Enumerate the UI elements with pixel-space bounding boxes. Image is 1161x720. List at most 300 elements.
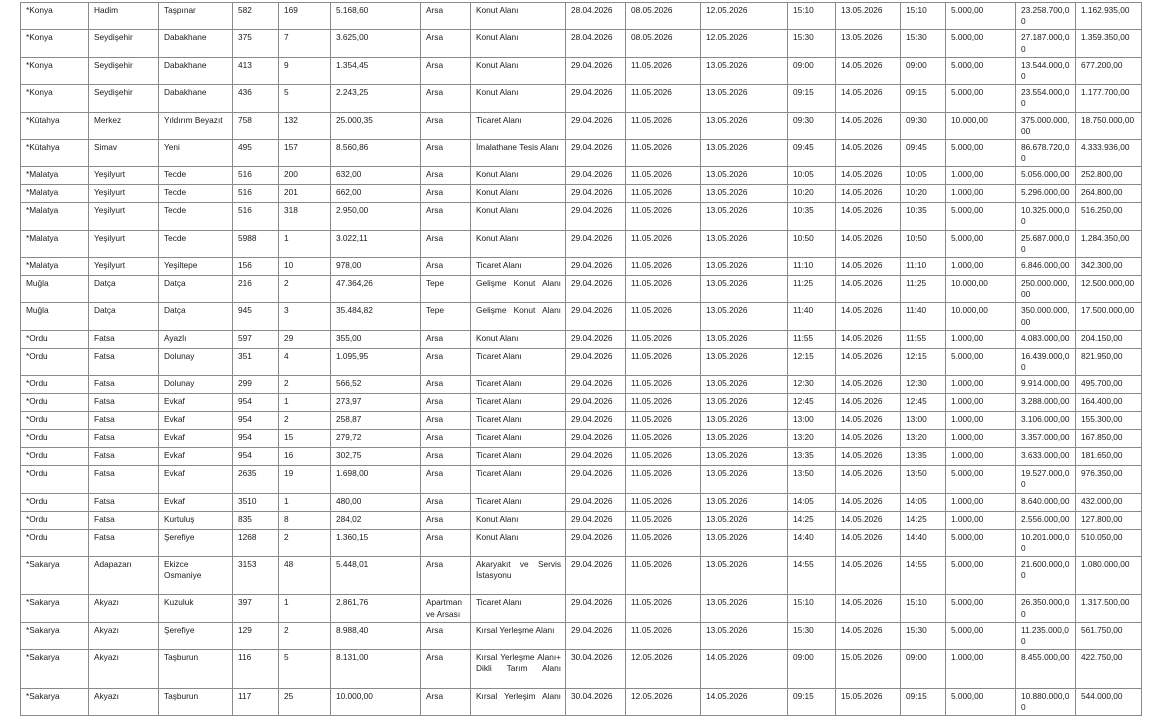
cell-tarih1: 29.04.2026 (566, 348, 626, 375)
cell-gecici: 1.177.700,00 (1076, 85, 1142, 112)
cell-saat2: 10:35 (901, 203, 946, 230)
cell-mahalle: Tecde (159, 203, 233, 230)
cell-saat1: 14:55 (788, 556, 836, 595)
cell-saat2: 12:15 (901, 348, 946, 375)
cell-parsel: 5 (279, 85, 331, 112)
cell-gecici: 1.284.350,00 (1076, 230, 1142, 257)
cell-mahalle: Taşburun (159, 650, 233, 689)
cell-tarih1: 29.04.2026 (566, 258, 626, 276)
cell-saat1: 15:30 (788, 30, 836, 57)
cell-saat2: 14:40 (901, 529, 946, 556)
cell-teminat: 1.000,00 (946, 167, 1016, 185)
table-row (21, 167, 1142, 185)
cell-tarih3: 13.05.2026 (701, 167, 788, 185)
cell-saat2: 10:50 (901, 230, 946, 257)
cell-saat1: 09:45 (788, 139, 836, 166)
cell-tarih2: 08.05.2026 (626, 30, 701, 57)
cell-il: Muğla (21, 276, 89, 303)
cell-muhammen: 3.288.000,00 (1016, 394, 1076, 412)
cell-tarih3: 13.05.2026 (701, 511, 788, 529)
cell-nitelik: Arsa (421, 466, 471, 493)
cell-ilce: Fatsa (89, 394, 159, 412)
cell-muhammen: 5.056.000,00 (1016, 167, 1076, 185)
cell-tarih1: 29.04.2026 (566, 430, 626, 448)
cell-tarih2: 11.05.2026 (626, 185, 701, 203)
table-row (21, 376, 1142, 394)
cell-ilce: Akyazı (89, 650, 159, 689)
cell-saat2: 10:20 (901, 185, 946, 203)
cell-tarih4: 14.05.2026 (836, 258, 901, 276)
cell-ilce: Hadim (89, 3, 159, 30)
cell-tarih1: 29.04.2026 (566, 276, 626, 303)
cell-saat1: 14:05 (788, 493, 836, 511)
cell-tarih3: 13.05.2026 (701, 203, 788, 230)
cell-gecici: 17.500.000,00 (1076, 303, 1142, 330)
cell-ada: 954 (233, 412, 279, 430)
cell-il: *Sakarya (21, 595, 89, 622)
cell-saat1: 09:15 (788, 688, 836, 715)
cell-il: *Malatya (21, 230, 89, 257)
cell-saat1: 12:45 (788, 394, 836, 412)
cell-mahalle: Yeni (159, 139, 233, 166)
cell-yuzolcumu: 25.000,35 (331, 112, 421, 139)
cell-imar: Konut Alanı (471, 203, 566, 230)
cell-imar: Ticaret Alanı (471, 412, 566, 430)
cell-ilce: Fatsa (89, 430, 159, 448)
cell-tarih1: 29.04.2026 (566, 203, 626, 230)
cell-ilce: Seydişehir (89, 30, 159, 57)
cell-il: *Ordu (21, 529, 89, 556)
cell-ada: 945 (233, 303, 279, 330)
cell-teminat: 1.000,00 (946, 650, 1016, 689)
cell-teminat: 10.000,00 (946, 112, 1016, 139)
cell-yuzolcumu: 5.448,01 (331, 556, 421, 595)
cell-tarih4: 14.05.2026 (836, 330, 901, 348)
cell-saat1: 10:35 (788, 203, 836, 230)
cell-il: *Malatya (21, 185, 89, 203)
cell-ada: 835 (233, 511, 279, 529)
cell-parsel: 19 (279, 466, 331, 493)
cell-ilce: Akyazı (89, 622, 159, 649)
cell-tarih4: 14.05.2026 (836, 85, 901, 112)
cell-mahalle: Dabakhane (159, 30, 233, 57)
cell-nitelik: Arsa (421, 57, 471, 84)
cell-saat1: 10:20 (788, 185, 836, 203)
cell-muhammen: 6.846.000,00 (1016, 258, 1076, 276)
cell-muhammen: 21.600.000,00 (1016, 556, 1076, 595)
cell-parsel: 5 (279, 650, 331, 689)
cell-teminat: 5.000,00 (946, 622, 1016, 649)
cell-yuzolcumu: 566,52 (331, 376, 421, 394)
cell-tarih1: 29.04.2026 (566, 167, 626, 185)
cell-nitelik: Arsa (421, 185, 471, 203)
cell-imar: Ticaret Alanı (471, 348, 566, 375)
cell-ilce: Datça (89, 276, 159, 303)
table-body (21, 3, 1142, 716)
cell-teminat: 1.000,00 (946, 448, 1016, 466)
cell-tarih3: 13.05.2026 (701, 529, 788, 556)
cell-teminat: 1.000,00 (946, 493, 1016, 511)
cell-saat1: 15:10 (788, 595, 836, 622)
cell-mahalle: Evkaf (159, 493, 233, 511)
cell-imar: Akaryakıt ve Servis İstasyonu (471, 556, 566, 595)
cell-parsel: 1 (279, 230, 331, 257)
cell-tarih2: 11.05.2026 (626, 529, 701, 556)
cell-mahalle: Şerefiye (159, 622, 233, 649)
cell-ilce: Fatsa (89, 348, 159, 375)
cell-mahalle: Evkaf (159, 466, 233, 493)
cell-il: *Sakarya (21, 650, 89, 689)
cell-tarih1: 29.04.2026 (566, 303, 626, 330)
cell-il: *Ordu (21, 394, 89, 412)
cell-ada: 129 (233, 622, 279, 649)
cell-saat2: 13:00 (901, 412, 946, 430)
table-row (21, 650, 1142, 689)
table-row (21, 276, 1142, 303)
cell-imar: Konut Alanı (471, 185, 566, 203)
cell-ada: 954 (233, 430, 279, 448)
cell-parsel: 2 (279, 376, 331, 394)
cell-yuzolcumu: 978,00 (331, 258, 421, 276)
cell-tarih1: 28.04.2026 (566, 30, 626, 57)
cell-saat1: 11:10 (788, 258, 836, 276)
cell-parsel: 8 (279, 511, 331, 529)
cell-muhammen: 4.083.000,00 (1016, 330, 1076, 348)
cell-tarih1: 29.04.2026 (566, 556, 626, 595)
cell-tarih2: 11.05.2026 (626, 466, 701, 493)
cell-gecici: 164.400,00 (1076, 394, 1142, 412)
cell-ada: 413 (233, 57, 279, 84)
cell-saat2: 09:00 (901, 57, 946, 84)
cell-saat1: 11:25 (788, 276, 836, 303)
cell-tarih2: 11.05.2026 (626, 412, 701, 430)
cell-ilce: Yeşilyurt (89, 203, 159, 230)
cell-yuzolcumu: 1.095,95 (331, 348, 421, 375)
cell-tarih1: 29.04.2026 (566, 622, 626, 649)
cell-saat1: 10:05 (788, 167, 836, 185)
cell-mahalle: Ayazlı (159, 330, 233, 348)
cell-imar: Ticaret Alanı (471, 258, 566, 276)
cell-yuzolcumu: 2.950,00 (331, 203, 421, 230)
cell-imar: Konut Alanı (471, 167, 566, 185)
cell-ilce: Akyazı (89, 595, 159, 622)
cell-ilce: Simav (89, 139, 159, 166)
cell-yuzolcumu: 5.168,60 (331, 3, 421, 30)
cell-nitelik: Arsa (421, 112, 471, 139)
cell-teminat: 1.000,00 (946, 330, 1016, 348)
cell-saat2: 13:50 (901, 466, 946, 493)
cell-imar: Ticaret Alanı (471, 466, 566, 493)
cell-imar: Ticaret Alanı (471, 595, 566, 622)
cell-saat1: 13:35 (788, 448, 836, 466)
cell-ada: 3153 (233, 556, 279, 595)
cell-teminat: 10.000,00 (946, 276, 1016, 303)
cell-ada: 351 (233, 348, 279, 375)
cell-nitelik: Arsa (421, 348, 471, 375)
cell-ilce: Merkez (89, 112, 159, 139)
cell-saat2: 09:15 (901, 688, 946, 715)
cell-imar: Konut Alanı (471, 30, 566, 57)
cell-tarih1: 29.04.2026 (566, 466, 626, 493)
cell-tarih3: 12.05.2026 (701, 3, 788, 30)
cell-tarih2: 11.05.2026 (626, 85, 701, 112)
cell-il: *Kütahya (21, 112, 89, 139)
cell-mahalle: Yıldırım Beyazıt (159, 112, 233, 139)
cell-muhammen: 23.554.000,00 (1016, 85, 1076, 112)
cell-mahalle: Dolunay (159, 348, 233, 375)
cell-mahalle: Dabakhane (159, 85, 233, 112)
cell-il: *Konya (21, 30, 89, 57)
cell-tarih4: 14.05.2026 (836, 348, 901, 375)
cell-saat2: 11:55 (901, 330, 946, 348)
cell-teminat: 5.000,00 (946, 688, 1016, 715)
cell-tarih4: 14.05.2026 (836, 595, 901, 622)
cell-tarih4: 15.05.2026 (836, 688, 901, 715)
cell-tarih1: 29.04.2026 (566, 57, 626, 84)
table-row (21, 511, 1142, 529)
cell-yuzolcumu: 355,00 (331, 330, 421, 348)
cell-gecici: 12.500.000,00 (1076, 276, 1142, 303)
cell-gecici: 677.200,00 (1076, 57, 1142, 84)
table-row (21, 394, 1142, 412)
cell-tarih2: 11.05.2026 (626, 57, 701, 84)
cell-saat1: 14:40 (788, 529, 836, 556)
cell-nitelik: Arsa (421, 448, 471, 466)
cell-ada: 516 (233, 185, 279, 203)
cell-parsel: 157 (279, 139, 331, 166)
cell-nitelik: Arsa (421, 258, 471, 276)
cell-tarih2: 11.05.2026 (626, 493, 701, 511)
cell-tarih2: 11.05.2026 (626, 430, 701, 448)
cell-tarih1: 29.04.2026 (566, 185, 626, 203)
cell-nitelik: Arsa (421, 167, 471, 185)
cell-tarih4: 14.05.2026 (836, 511, 901, 529)
cell-tarih2: 11.05.2026 (626, 230, 701, 257)
cell-parsel: 2 (279, 412, 331, 430)
cell-imar: Konut Alanı (471, 57, 566, 84)
cell-gecici: 1.359.350,00 (1076, 30, 1142, 57)
cell-tarih2: 11.05.2026 (626, 376, 701, 394)
cell-nitelik: Tepe (421, 303, 471, 330)
table-row (21, 30, 1142, 57)
table-row (21, 556, 1142, 595)
cell-il: *Ordu (21, 412, 89, 430)
cell-ilce: Yeşilyurt (89, 258, 159, 276)
cell-ada: 216 (233, 276, 279, 303)
cell-ilce: Fatsa (89, 466, 159, 493)
cell-saat1: 09:00 (788, 57, 836, 84)
cell-muhammen: 13.544.000,00 (1016, 57, 1076, 84)
table-row (21, 330, 1142, 348)
cell-parsel: 2 (279, 276, 331, 303)
cell-mahalle: Datça (159, 303, 233, 330)
cell-teminat: 5.000,00 (946, 556, 1016, 595)
cell-tarih4: 14.05.2026 (836, 529, 901, 556)
cell-parsel: 169 (279, 3, 331, 30)
cell-imar: Kırsal Yerleşme Alanı (471, 622, 566, 649)
cell-saat1: 12:30 (788, 376, 836, 394)
table-row (21, 203, 1142, 230)
cell-gecici: 976.350,00 (1076, 466, 1142, 493)
cell-parsel: 7 (279, 30, 331, 57)
cell-tarih3: 13.05.2026 (701, 330, 788, 348)
cell-muhammen: 10.201.000,00 (1016, 529, 1076, 556)
cell-saat1: 09:15 (788, 85, 836, 112)
cell-tarih3: 13.05.2026 (701, 622, 788, 649)
table-row (21, 348, 1142, 375)
cell-tarih4: 14.05.2026 (836, 556, 901, 595)
cell-tarih3: 13.05.2026 (701, 185, 788, 203)
cell-tarih2: 11.05.2026 (626, 276, 701, 303)
cell-tarih3: 13.05.2026 (701, 139, 788, 166)
cell-ilce: Yeşilyurt (89, 230, 159, 257)
cell-saat2: 09:45 (901, 139, 946, 166)
cell-saat1: 09:30 (788, 112, 836, 139)
table-row (21, 258, 1142, 276)
cell-yuzolcumu: 8.988,40 (331, 622, 421, 649)
cell-parsel: 3 (279, 303, 331, 330)
cell-saat2: 09:15 (901, 85, 946, 112)
cell-tarih4: 14.05.2026 (836, 430, 901, 448)
cell-muhammen: 16.439.000,00 (1016, 348, 1076, 375)
cell-mahalle: Tecde (159, 185, 233, 203)
cell-yuzolcumu: 8.131,00 (331, 650, 421, 689)
cell-tarih4: 14.05.2026 (836, 139, 901, 166)
cell-il: *Malatya (21, 203, 89, 230)
cell-il: *Konya (21, 57, 89, 84)
cell-ada: 397 (233, 595, 279, 622)
cell-teminat: 1.000,00 (946, 430, 1016, 448)
cell-ada: 299 (233, 376, 279, 394)
cell-yuzolcumu: 2.861,76 (331, 595, 421, 622)
cell-yuzolcumu: 302,75 (331, 448, 421, 466)
cell-imar: Kırsal Yerleşim Alanı (471, 688, 566, 715)
cell-ada: 516 (233, 203, 279, 230)
cell-parsel: 48 (279, 556, 331, 595)
cell-tarih3: 13.05.2026 (701, 448, 788, 466)
cell-mahalle: Datça (159, 276, 233, 303)
table-row (21, 448, 1142, 466)
cell-yuzolcumu: 3.022,11 (331, 230, 421, 257)
cell-gecici: 510.050,00 (1076, 529, 1142, 556)
cell-parsel: 1 (279, 595, 331, 622)
cell-gecici: 821.950,00 (1076, 348, 1142, 375)
cell-saat2: 14:05 (901, 493, 946, 511)
cell-saat1: 15:10 (788, 3, 836, 30)
cell-muhammen: 11.235.000,00 (1016, 622, 1076, 649)
cell-saat2: 15:10 (901, 595, 946, 622)
cell-il: *Konya (21, 85, 89, 112)
cell-il: *Sakarya (21, 556, 89, 595)
cell-tarih4: 14.05.2026 (836, 466, 901, 493)
cell-teminat: 1.000,00 (946, 376, 1016, 394)
cell-il: *Konya (21, 3, 89, 30)
cell-nitelik: Arsa (421, 556, 471, 595)
cell-nitelik: Arsa (421, 85, 471, 112)
cell-yuzolcumu: 632,00 (331, 167, 421, 185)
cell-yuzolcumu: 1.360,15 (331, 529, 421, 556)
cell-saat1: 13:50 (788, 466, 836, 493)
cell-ilce: Fatsa (89, 412, 159, 430)
cell-yuzolcumu: 3.625,00 (331, 30, 421, 57)
cell-tarih4: 14.05.2026 (836, 112, 901, 139)
cell-tarih3: 13.05.2026 (701, 303, 788, 330)
cell-nitelik: Arsa (421, 203, 471, 230)
table-row (21, 230, 1142, 257)
cell-mahalle: Ekizce Osmaniye (159, 556, 233, 595)
cell-tarih1: 29.04.2026 (566, 412, 626, 430)
cell-tarih3: 14.05.2026 (701, 650, 788, 689)
cell-tarih1: 29.04.2026 (566, 376, 626, 394)
cell-ada: 582 (233, 3, 279, 30)
cell-teminat: 5.000,00 (946, 348, 1016, 375)
cell-parsel: 1 (279, 493, 331, 511)
cell-saat2: 15:10 (901, 3, 946, 30)
cell-nitelik: Arsa (421, 493, 471, 511)
cell-parsel: 25 (279, 688, 331, 715)
cell-tarih2: 11.05.2026 (626, 622, 701, 649)
table-row (21, 185, 1142, 203)
cell-tarih1: 29.04.2026 (566, 230, 626, 257)
cell-saat1: 12:15 (788, 348, 836, 375)
cell-nitelik: Arsa (421, 688, 471, 715)
cell-imar: Ticaret Alanı (471, 493, 566, 511)
cell-nitelik: Arsa (421, 230, 471, 257)
cell-teminat: 5.000,00 (946, 3, 1016, 30)
cell-parsel: 15 (279, 430, 331, 448)
cell-nitelik: Arsa (421, 376, 471, 394)
cell-parsel: 318 (279, 203, 331, 230)
cell-il: *Sakarya (21, 622, 89, 649)
cell-imar: Gelişme Konut Alanı (471, 276, 566, 303)
cell-ilce: Fatsa (89, 529, 159, 556)
cell-il: *Ordu (21, 348, 89, 375)
cell-ada: 5988 (233, 230, 279, 257)
cell-imar: Gelişme Konut Alanı (471, 303, 566, 330)
cell-tarih3: 13.05.2026 (701, 493, 788, 511)
cell-imar: Konut Alanı (471, 511, 566, 529)
cell-tarih3: 13.05.2026 (701, 394, 788, 412)
cell-saat2: 09:30 (901, 112, 946, 139)
cell-tarih3: 13.05.2026 (701, 276, 788, 303)
cell-tarih3: 13.05.2026 (701, 85, 788, 112)
cell-ilce: Fatsa (89, 493, 159, 511)
cell-tarih3: 13.05.2026 (701, 595, 788, 622)
cell-saat2: 11:10 (901, 258, 946, 276)
cell-tarih4: 14.05.2026 (836, 185, 901, 203)
cell-tarih1: 29.04.2026 (566, 85, 626, 112)
cell-tarih2: 11.05.2026 (626, 258, 701, 276)
cell-tarih4: 13.05.2026 (836, 3, 901, 30)
cell-tarih1: 29.04.2026 (566, 595, 626, 622)
cell-saat1: 11:40 (788, 303, 836, 330)
cell-tarih4: 14.05.2026 (836, 376, 901, 394)
cell-il: *Malatya (21, 167, 89, 185)
cell-tarih1: 29.04.2026 (566, 394, 626, 412)
cell-gecici: 204.150,00 (1076, 330, 1142, 348)
cell-yuzolcumu: 258,87 (331, 412, 421, 430)
cell-yuzolcumu: 662,00 (331, 185, 421, 203)
cell-mahalle: Evkaf (159, 394, 233, 412)
cell-gecici: 264.800,00 (1076, 185, 1142, 203)
cell-parsel: 200 (279, 167, 331, 185)
cell-tarih3: 13.05.2026 (701, 230, 788, 257)
cell-nitelik: Arsa (421, 622, 471, 649)
cell-tarih4: 13.05.2026 (836, 30, 901, 57)
cell-muhammen: 10.880.000,00 (1016, 688, 1076, 715)
cell-tarih3: 13.05.2026 (701, 556, 788, 595)
cell-ilce: Akyazı (89, 688, 159, 715)
